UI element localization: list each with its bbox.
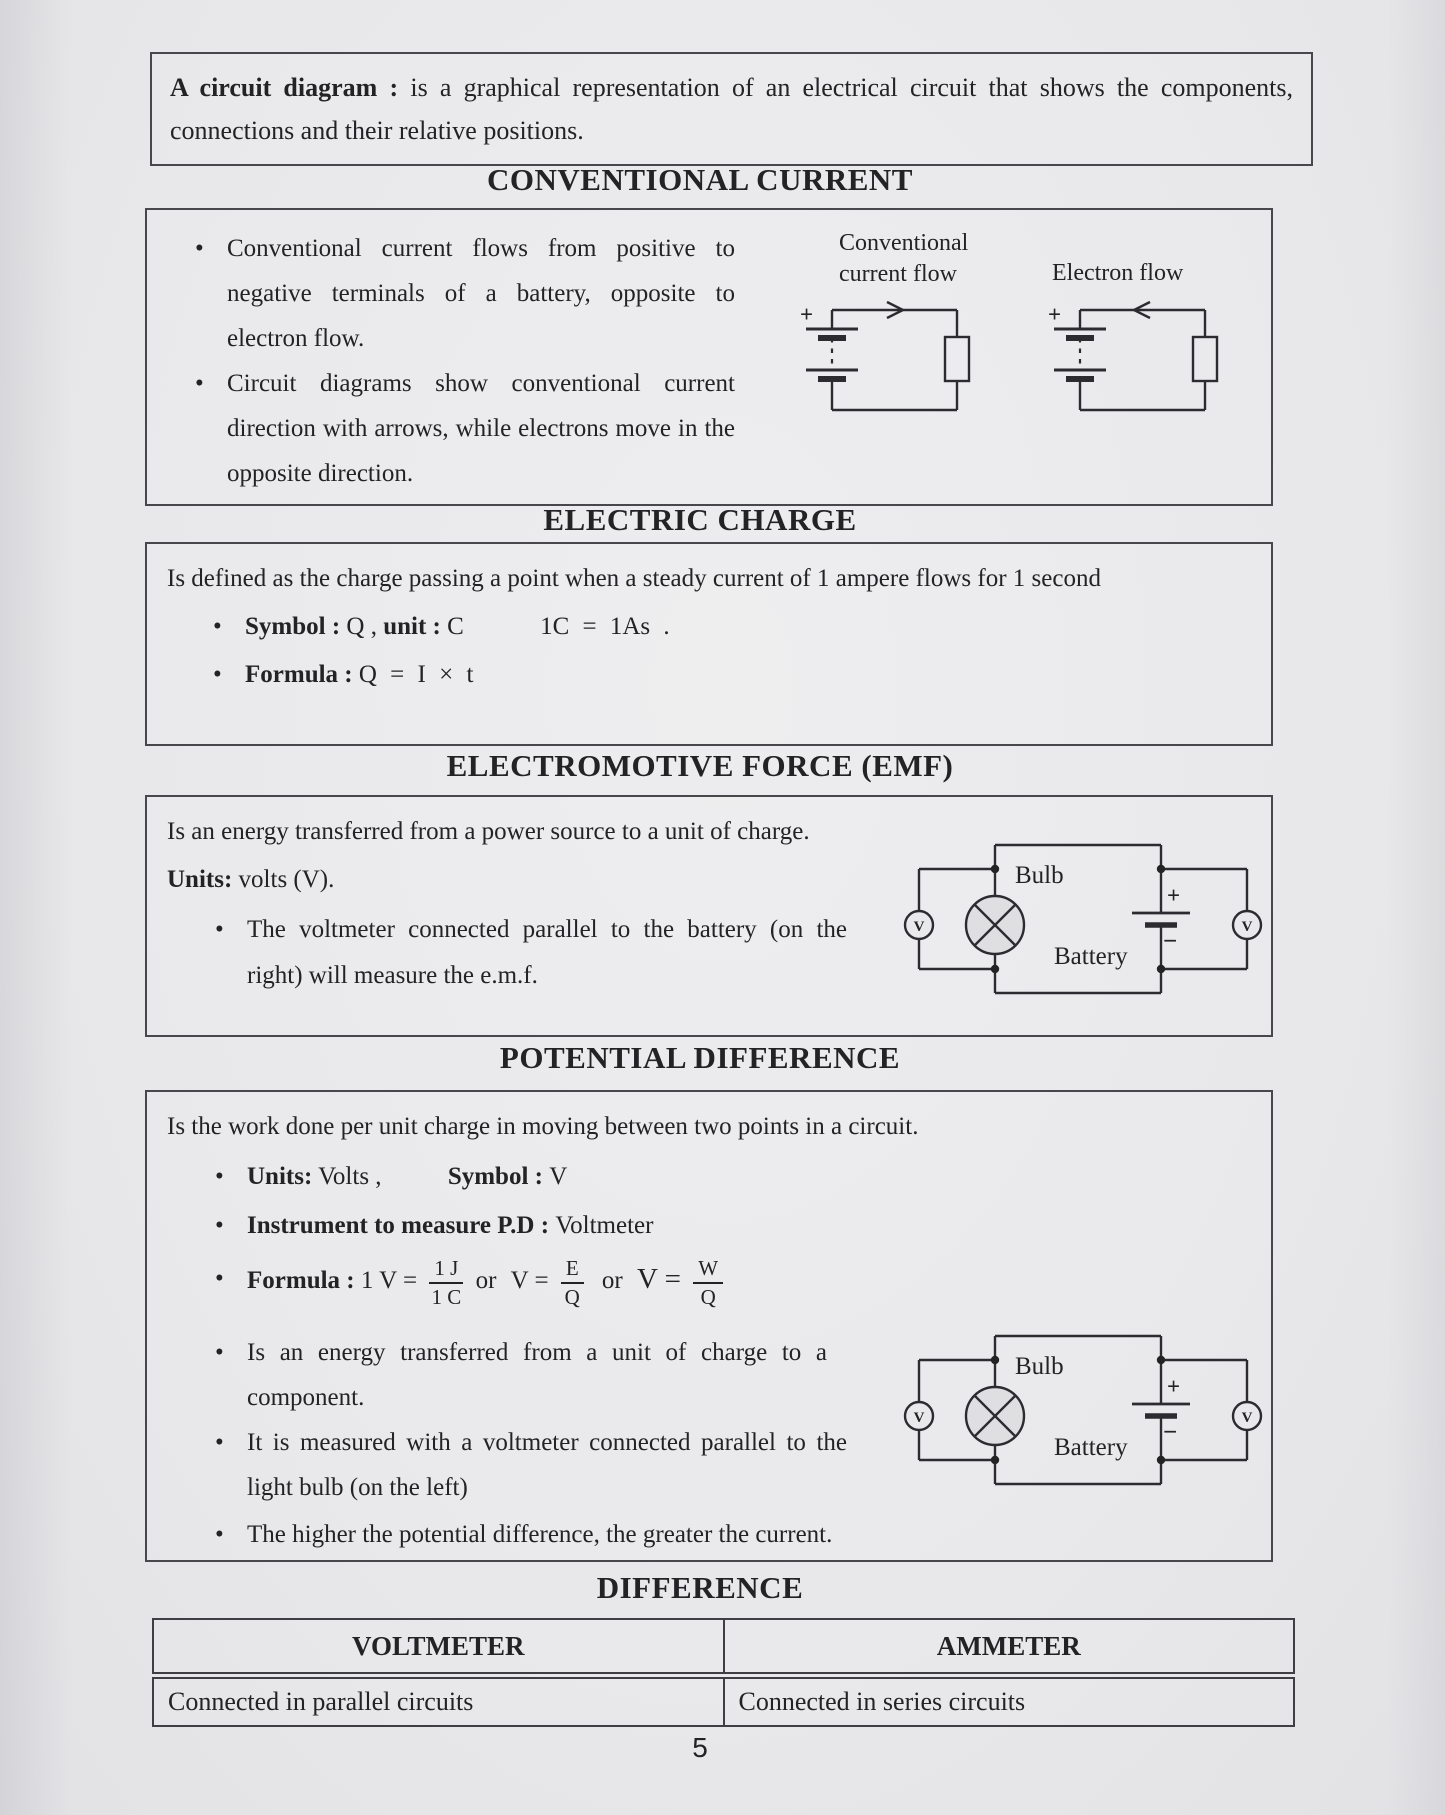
- units-value: Volts ,: [312, 1163, 382, 1190]
- emf-box: [145, 795, 1273, 1037]
- symbol-label: Symbol :: [447, 1163, 550, 1190]
- page-number: 5: [692, 1732, 708, 1763]
- circuit-diagram-definition-box: [150, 52, 1313, 166]
- pd-formula-bullet: [209, 1256, 1251, 1320]
- right-voltmeter-letter: V: [1241, 919, 1253, 935]
- joule-coulomb-fraction: [429, 1256, 463, 1310]
- battery-plus-sign: +: [800, 302, 814, 327]
- bulb-label: Bulb: [1015, 862, 1064, 889]
- electric-charge-box: [145, 542, 1273, 746]
- fraction-denominator: Q: [700, 1284, 716, 1309]
- voltmeter-column-header: VOLTMETER: [153, 1619, 724, 1676]
- units-label: Units:: [247, 1163, 313, 1190]
- instrument-label: Instrument to measure P.D :: [247, 1212, 556, 1239]
- table-header-row: [153, 1619, 1294, 1676]
- battery-label: Battery: [1054, 943, 1128, 970]
- voltmeter-cell: Connected in parallel circuits: [153, 1676, 724, 1727]
- unit-label: unit :: [383, 613, 448, 640]
- energy-charge-fraction: [561, 1256, 584, 1310]
- conventional-current-flow-label: Conventional current flow: [839, 230, 969, 287]
- left-voltmeter-letter: V: [913, 919, 925, 935]
- charge-formula-bullet: [207, 652, 1251, 698]
- separator: ,: [364, 613, 384, 640]
- emf-voltmeter-bullet: • The voltmeter connected parallel to the battery (on the right) will measure the e.m.f.: [209, 907, 847, 999]
- instrument-value: Voltmeter: [555, 1212, 654, 1239]
- symbol-value: V: [549, 1163, 568, 1190]
- pd-voltmeter-bullet: • It is measured with a voltmeter connected parallel to the light bulb (on the left): [209, 1420, 847, 1510]
- left-voltmeter-letter: V: [913, 1410, 925, 1426]
- charge-symbol-bullet: [207, 604, 1251, 650]
- ammeter-column-header: AMMETER: [724, 1619, 1295, 1676]
- v-equals-3: V =: [637, 1262, 682, 1295]
- battery-minus-sign: −: [1163, 1419, 1178, 1446]
- pd-units-bullet: [209, 1154, 1251, 1199]
- battery-symbol: [1132, 913, 1190, 925]
- fraction-numerator: E: [561, 1256, 584, 1284]
- conventional-current-box: [145, 208, 1273, 506]
- electron-flow-circuit-diagram: [1040, 280, 1245, 430]
- emf-heading: ELECTROMOTIVE FORCE (EMF): [446, 748, 954, 783]
- conventional-current-circuit-diagram: [792, 280, 997, 430]
- battery-plus-sign: +: [1167, 883, 1181, 908]
- emf-line1: Is an energy transferred from a power source to a unit of charge.: [167, 818, 810, 845]
- conventional-current-heading: CONVENTIONAL CURRENT: [487, 162, 913, 197]
- coulomb-equivalence: 1C = 1As .: [540, 613, 670, 640]
- conventional-current-bullet-2: • Circuit diagrams show conventional current direction with arrows, while electrons move in the opposite direction.: [189, 361, 735, 496]
- pd-higher-current-bullet: • The higher the potential difference, the greater the current.: [209, 1512, 1067, 1557]
- units-value: volts (V).: [232, 866, 335, 893]
- electric-charge-intro: Is defined as the charge passing a point when a steady current of 1 ampere flows for 1 second: [167, 565, 1101, 592]
- electric-charge-heading: ELECTRIC CHARGE: [543, 502, 857, 537]
- units-label: Units:: [167, 866, 233, 893]
- emf-measurement-circuit-diagram: [899, 833, 1267, 1005]
- battery-symbol: [1132, 1404, 1190, 1416]
- formula-lead: 1 V =: [360, 1266, 418, 1294]
- resistor-symbol: [1193, 337, 1217, 381]
- potential-difference-box: [145, 1090, 1273, 1562]
- unit-value: C: [447, 613, 464, 640]
- pd-measurement-circuit-diagram: [899, 1324, 1267, 1496]
- v-equals-2: V =: [510, 1266, 549, 1294]
- pd-energy-bullet: • Is an energy transferred from a unit of charge to a component.: [209, 1330, 827, 1420]
- voltmeter-ammeter-table: [152, 1618, 1295, 1727]
- battery-plus-sign: +: [1048, 302, 1062, 327]
- table-row: [153, 1676, 1294, 1727]
- formula-label: Formula :: [245, 661, 359, 688]
- formula-value: Q = I × t: [358, 661, 474, 688]
- or-2: or: [601, 1266, 623, 1294]
- fraction-numerator: W: [693, 1256, 723, 1284]
- definition-term: A circuit diagram :: [170, 73, 399, 102]
- ammeter-cell: Connected in series circuits: [724, 1676, 1295, 1727]
- battery-plus-sign: +: [1167, 1374, 1181, 1399]
- work-charge-fraction: [693, 1256, 723, 1310]
- difference-heading: DIFFERENCE: [596, 1570, 804, 1605]
- bulb-label: Bulb: [1015, 1353, 1064, 1380]
- symbol-label: Symbol :: [245, 613, 347, 640]
- formula-label: Formula :: [247, 1266, 361, 1294]
- definition-text: is a graphical representation of an electrical circuit that shows the components, connections and their relative positions.: [170, 73, 1293, 145]
- battery-symbol: [1054, 329, 1106, 379]
- battery-minus-sign: −: [1163, 928, 1178, 955]
- conventional-current-bullet-1: • Conventional current flows from positive to negative terminals of a battery, opposite to electron flow.: [189, 226, 735, 361]
- or-1: or: [475, 1266, 497, 1294]
- electron-flow-label: Electron flow: [1052, 260, 1184, 286]
- potential-difference-heading: POTENTIAL DIFFERENCE: [499, 1040, 901, 1075]
- right-voltmeter-letter: V: [1241, 1410, 1253, 1426]
- battery-symbol: [806, 329, 858, 379]
- battery-label: Battery: [1054, 1434, 1128, 1461]
- pd-instrument-bullet: [209, 1203, 1251, 1248]
- fraction-numerator: 1 J: [429, 1256, 463, 1284]
- symbol-value: Q: [346, 613, 365, 640]
- pd-intro: Is the work done per unit charge in moving between two points in a circuit.: [167, 1113, 919, 1140]
- fraction-denominator: 1 C: [431, 1284, 462, 1309]
- fraction-denominator: Q: [564, 1284, 580, 1309]
- resistor-symbol: [945, 337, 969, 381]
